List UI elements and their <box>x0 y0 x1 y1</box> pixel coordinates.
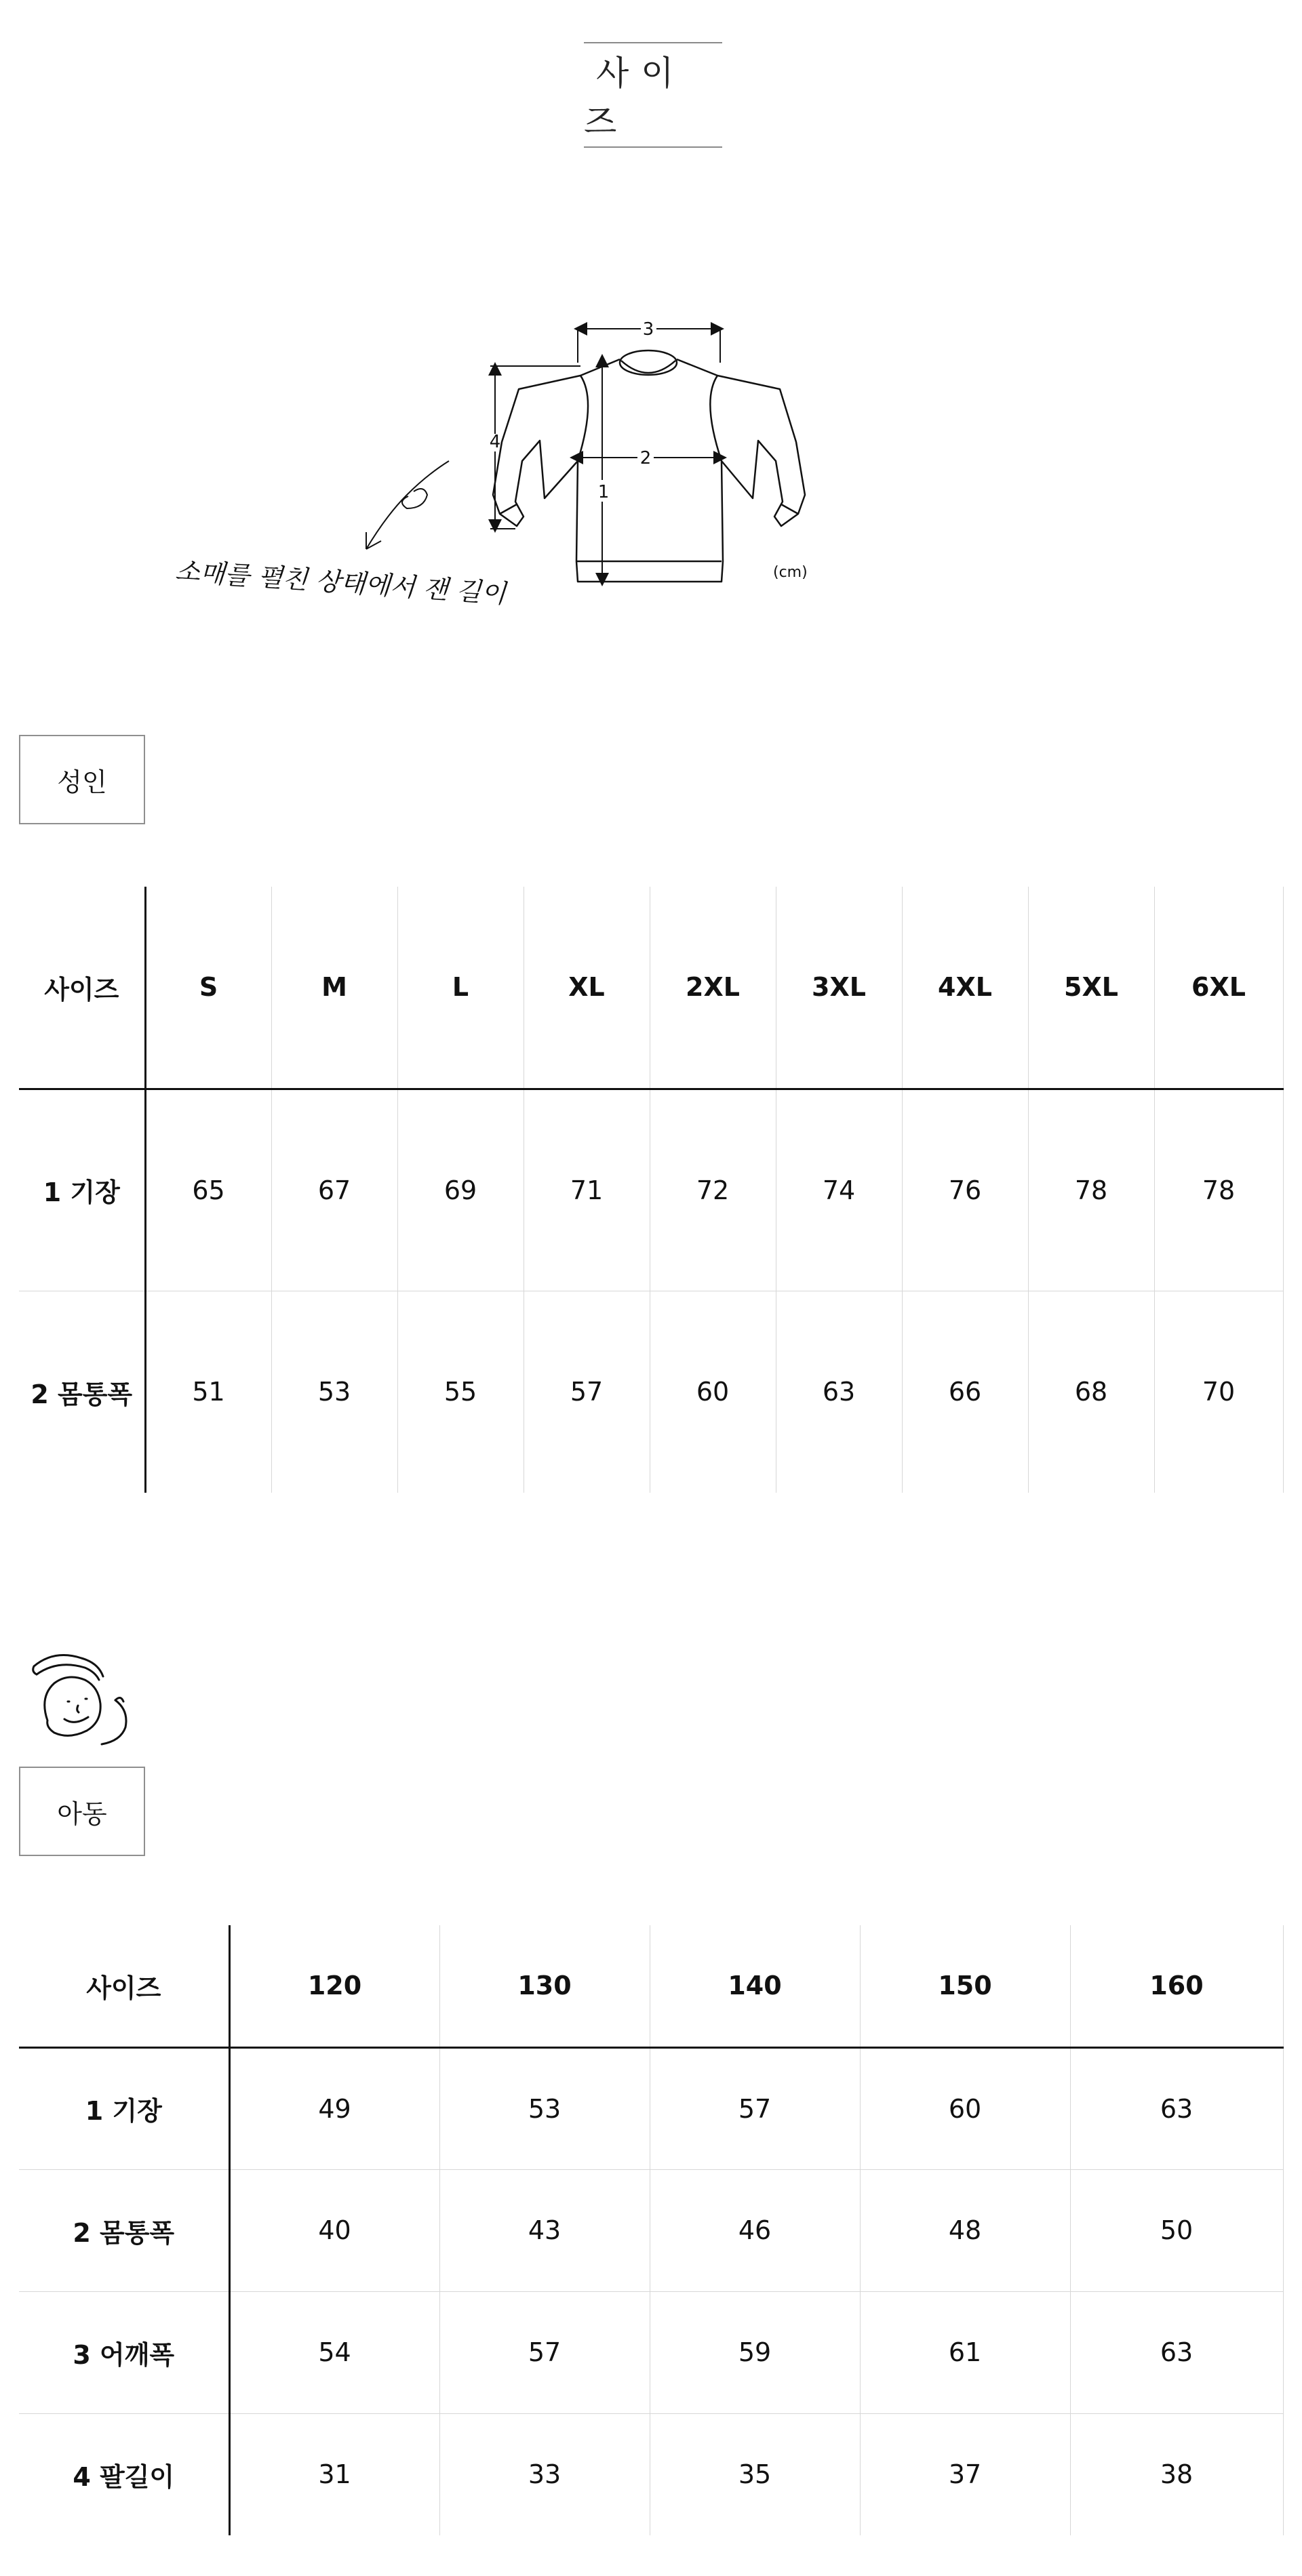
table-cell: 53 <box>271 1291 397 1493</box>
size-col-header: 120 <box>229 1925 439 2047</box>
marker-1: 1 <box>597 482 610 502</box>
table-cell: 57 <box>524 1291 650 1493</box>
table-cell: 46 <box>650 2169 860 2291</box>
size-col-header: 6XL <box>1154 887 1283 1089</box>
table-cell: 48 <box>860 2169 1070 2291</box>
size-col-header: 3XL <box>776 887 902 1089</box>
table-cell: 57 <box>650 2047 860 2169</box>
table-row <box>19 2047 1283 2169</box>
table-cell: 63 <box>776 1291 902 1493</box>
marker-2: 2 <box>639 448 652 468</box>
table-cell: 78 <box>1154 1089 1283 1291</box>
table-cell: 63 <box>1070 2291 1283 2413</box>
size-col-header: S <box>145 887 271 1089</box>
table-cell: 65 <box>145 1089 271 1291</box>
table-cell: 70 <box>1154 1291 1283 1493</box>
table-cell: 74 <box>776 1089 902 1291</box>
size-col-header: L <box>397 887 524 1089</box>
table-cell: 69 <box>397 1089 524 1291</box>
size-col-header: M <box>271 887 397 1089</box>
table-header-row <box>19 1925 1283 2047</box>
kids-size-table <box>19 1925 1284 2535</box>
size-col-header: XL <box>524 887 650 1089</box>
child-face-icon <box>27 1646 142 1748</box>
table-row <box>19 1291 1283 1493</box>
row-label: 1 기장 <box>19 2047 229 2169</box>
size-col-header: 130 <box>439 1925 650 2047</box>
table-row <box>19 2169 1283 2291</box>
table-cell: 31 <box>229 2413 439 2535</box>
table-cell: 72 <box>650 1089 776 1291</box>
size-col-header: 140 <box>650 1925 860 2047</box>
size-col-header: 150 <box>860 1925 1070 2047</box>
table-cell: 61 <box>860 2291 1070 2413</box>
marker-4: 4 <box>489 432 501 452</box>
table-cell: 60 <box>860 2047 1070 2169</box>
size-col-header: 160 <box>1070 1925 1283 2047</box>
table-cell: 35 <box>650 2413 860 2535</box>
header-size-label: 사이즈 <box>19 887 145 1089</box>
table-cell: 60 <box>650 1291 776 1493</box>
section-label-adult: 성인 <box>19 735 145 824</box>
table-cell: 38 <box>1070 2413 1283 2535</box>
table-cell: 49 <box>229 2047 439 2169</box>
row-label: 1 기장 <box>19 1089 145 1291</box>
header-size-label: 사이즈 <box>19 1925 229 2047</box>
adult-size-table <box>19 887 1284 1493</box>
section-label-kids: 아동 <box>19 1767 145 1856</box>
table-cell: 33 <box>439 2413 650 2535</box>
table-cell: 50 <box>1070 2169 1283 2291</box>
table-cell: 59 <box>650 2291 860 2413</box>
measurement-diagram <box>163 298 841 651</box>
table-cell: 71 <box>524 1089 650 1291</box>
table-row <box>19 2291 1283 2413</box>
table-row <box>19 2413 1283 2535</box>
table-cell: 68 <box>1028 1291 1154 1493</box>
table-cell: 76 <box>902 1089 1028 1291</box>
table-header-row <box>19 887 1283 1089</box>
size-col-header: 4XL <box>902 887 1028 1089</box>
table-cell: 55 <box>397 1291 524 1493</box>
table-cell: 43 <box>439 2169 650 2291</box>
page-title: 사이즈 <box>584 54 686 142</box>
row-label: 2 몸통폭 <box>19 1291 145 1493</box>
marker-3: 3 <box>642 319 654 340</box>
handwritten-note: 소매를 펼친 상태에서 잰 길이 <box>174 555 507 609</box>
table-cell: 40 <box>229 2169 439 2291</box>
size-col-header: 5XL <box>1028 887 1154 1089</box>
table-cell: 67 <box>271 1089 397 1291</box>
table-cell: 57 <box>439 2291 650 2413</box>
unit-label: (cm) <box>773 564 808 581</box>
table-cell: 66 <box>902 1291 1028 1493</box>
table-cell: 63 <box>1070 2047 1283 2169</box>
row-label: 3 어깨폭 <box>19 2291 229 2413</box>
row-label: 4 팔길이 <box>19 2413 229 2535</box>
table-cell: 54 <box>229 2291 439 2413</box>
table-cell: 37 <box>860 2413 1070 2535</box>
table-cell: 51 <box>145 1291 271 1493</box>
row-label: 2 몸통폭 <box>19 2169 229 2291</box>
size-col-header: 2XL <box>650 887 776 1089</box>
table-cell: 53 <box>439 2047 650 2169</box>
title-bottom-rule <box>584 146 722 148</box>
table-row <box>19 1089 1283 1291</box>
table-cell: 78 <box>1028 1089 1154 1291</box>
page-title-block <box>584 42 722 148</box>
